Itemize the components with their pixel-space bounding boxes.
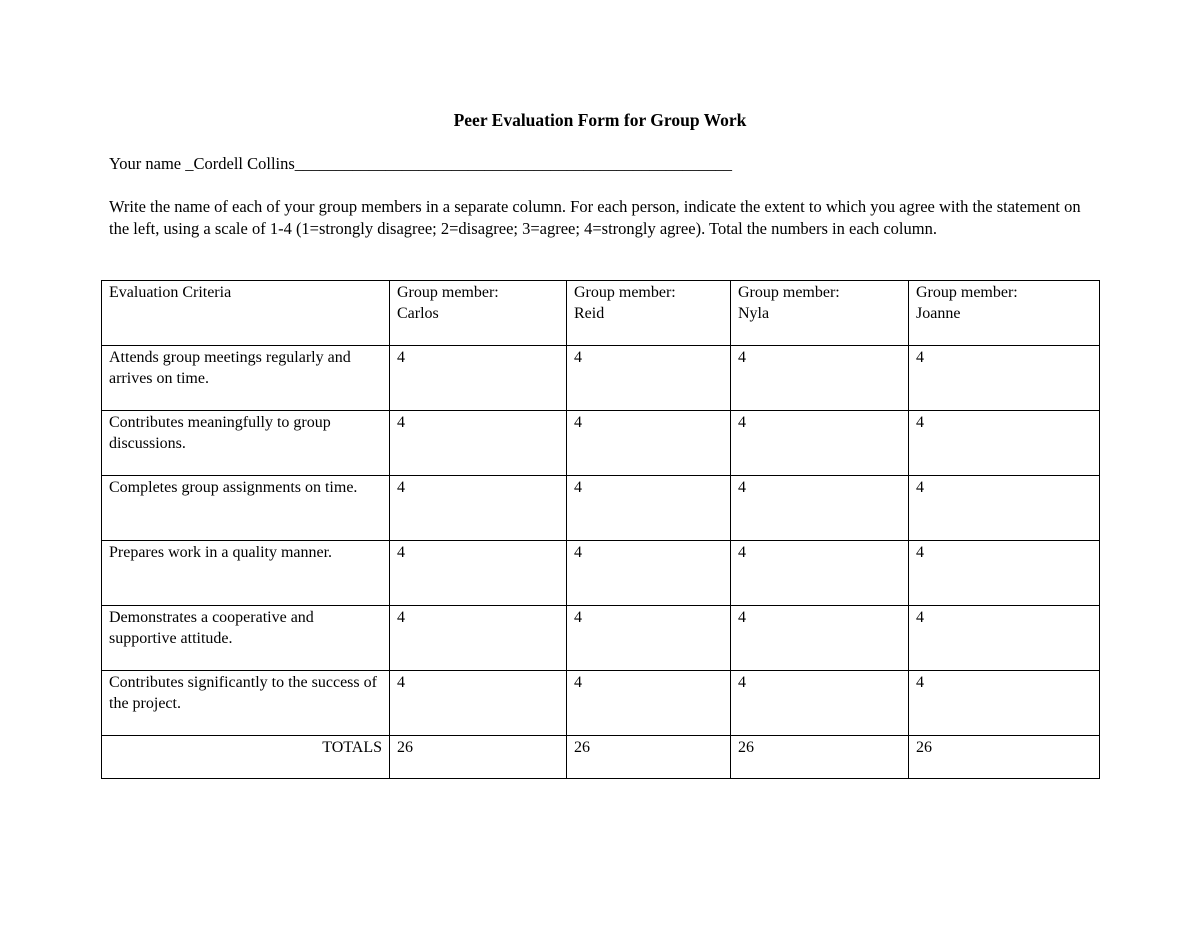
table-row [102, 541, 1100, 606]
criterion-cell: Prepares work in a quality manner. [102, 541, 390, 606]
table-row [102, 346, 1100, 411]
member-label: Group member: [397, 284, 499, 301]
score-cell: 4 [567, 346, 731, 411]
score-cell: 4 [731, 476, 909, 541]
score-cell: 4 [567, 541, 731, 606]
table-row [102, 671, 1100, 736]
criterion-cell: Contributes significantly to the success of the project. [102, 671, 390, 736]
member-label: Group member: [916, 284, 1018, 301]
totals-label: TOTALS [102, 736, 390, 779]
score-cell: 4 [731, 541, 909, 606]
score-cell: 4 [390, 346, 567, 411]
table-row [102, 606, 1100, 671]
table-row [102, 411, 1100, 476]
header-member-4 [909, 281, 1100, 346]
name-underline: _____________________________________________________ [294, 154, 733, 173]
score-cell: 4 [567, 476, 731, 541]
score-cell: 4 [390, 411, 567, 476]
score-cell: 4 [909, 476, 1100, 541]
evaluation-table [101, 280, 1100, 779]
header-member-3 [731, 281, 909, 346]
score-cell: 4 [731, 671, 909, 736]
score-cell: 4 [909, 671, 1100, 736]
member-name: Reid [574, 305, 605, 322]
your-name-line [109, 153, 732, 175]
score-cell: 4 [390, 476, 567, 541]
form-title: Peer Evaluation Form for Group Work [453, 110, 747, 130]
total-cell: 26 [390, 736, 567, 779]
member-name: Carlos [397, 305, 439, 322]
header-evaluation-criteria: Evaluation Criteria [102, 281, 390, 346]
criterion-cell: Attends group meetings regularly and arrives on time. [102, 346, 390, 411]
table-header-row [102, 281, 1100, 346]
score-cell: 4 [909, 346, 1100, 411]
score-cell: 4 [909, 411, 1100, 476]
table-row [102, 476, 1100, 541]
score-cell: 4 [567, 606, 731, 671]
score-cell: 4 [390, 606, 567, 671]
score-cell: 4 [567, 411, 731, 476]
score-cell: 4 [390, 541, 567, 606]
total-cell: 26 [731, 736, 909, 779]
total-cell: 26 [567, 736, 731, 779]
your-name-value: Your name _Cordell Collins [109, 154, 295, 173]
score-cell: 4 [731, 346, 909, 411]
header-member-2 [567, 281, 731, 346]
member-name: Joanne [916, 305, 961, 322]
criterion-cell: Contributes meaningfully to group discussions. [102, 411, 390, 476]
member-label: Group member: [738, 284, 840, 301]
score-cell: 4 [731, 606, 909, 671]
score-cell: 4 [909, 541, 1100, 606]
score-cell: 4 [731, 411, 909, 476]
member-label: Group member: [574, 284, 676, 301]
criterion-cell: Demonstrates a cooperative and supportive attitude. [102, 606, 390, 671]
score-cell: 4 [390, 671, 567, 736]
score-cell: 4 [567, 671, 731, 736]
totals-row [102, 736, 1100, 779]
instructions-paragraph: Write the name of each of your group members in a separate column. For each person, indicate the extent to which you agree with the statement on the left, using a scale of 1-4 (1=strongly disagree; 2=disagree; 3=agree; 4=strongly agree). Total the numbers in each column. [109, 197, 1081, 238]
member-name: Nyla [738, 305, 770, 322]
header-member-1 [390, 281, 567, 346]
criterion-cell: Completes group assignments on time. [102, 476, 390, 541]
score-cell: 4 [909, 606, 1100, 671]
total-cell: 26 [909, 736, 1100, 779]
